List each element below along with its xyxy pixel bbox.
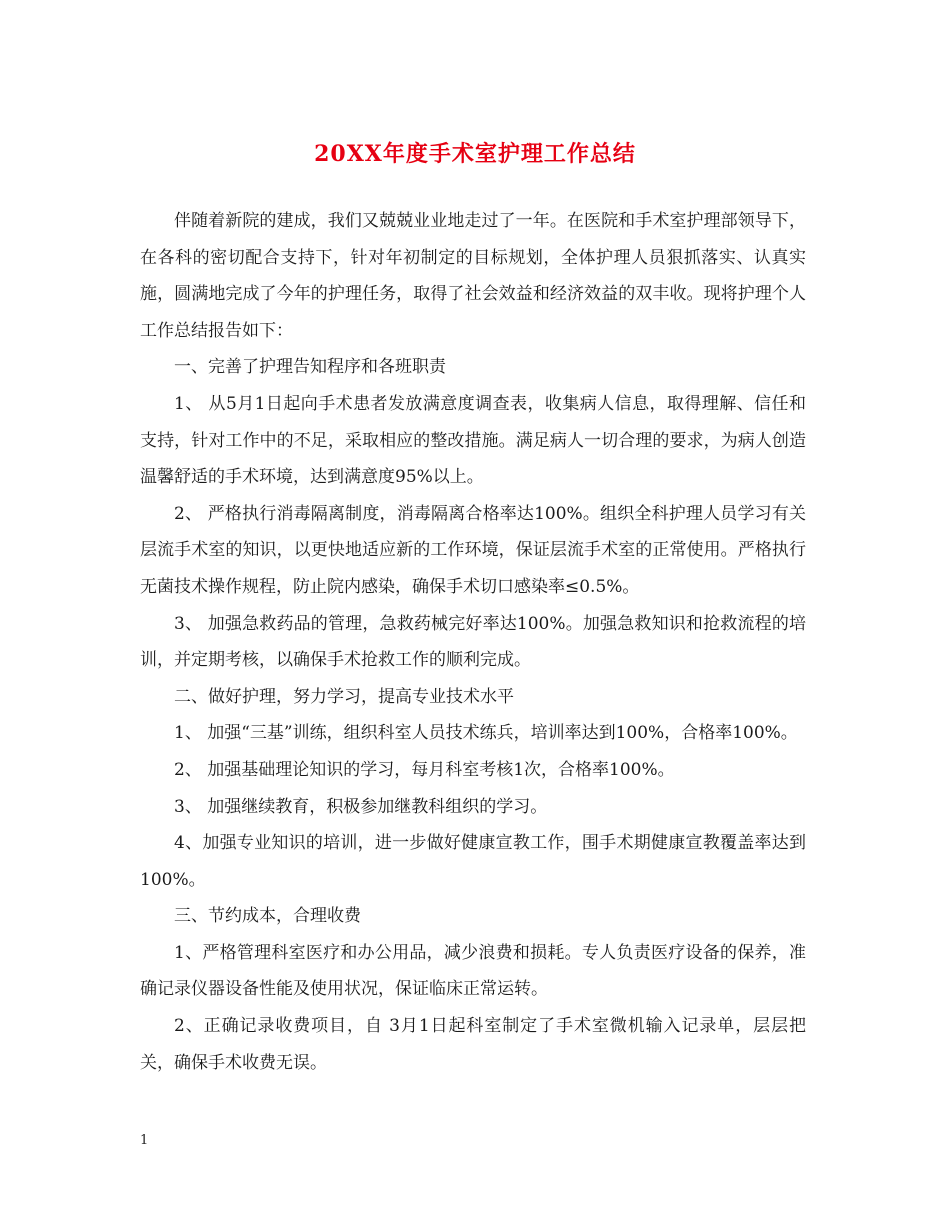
paragraph-1-1: 1、 从5月1日起向手术患者发放满意度调查表，收集病人信息，取得理解、信任和支持，针对工作中的不足，采取相应的整改措施。满足病人一切合理的要求，为病人创造温馨舒适的手术环境，达到满意度95%以上。 — [140, 393, 806, 488]
document-title: 20XX年度手术室护理工作总结 — [314, 141, 636, 167]
paragraph-3-1: 1、严格管理科室医疗和办公用品，减少浪费和损耗。专人负责医疗设备的保养，准确记录仪器设备性能及使用状况，保证临床正常运转。 — [140, 942, 806, 1000]
page-number: 1 — [140, 1133, 149, 1148]
paragraph-intro: 伴随着新院的建成，我们又兢兢业业地走过了一年。在医院和手术室护理部领导下，在各科的密切配合支持下，针对年初制定的目标规划，全体护理人员狠抓落实、认真实施，圆满地完成了今年的护理任务，取得了社会效益和经济效益的双丰收。现将护理个人工作总结报告如下： — [140, 211, 806, 341]
paragraph-2-2: 2、 加强基础理论知识的学习，每月科室考核1次，合格率100%。 — [174, 759, 675, 780]
section-heading-2: 二、做好护理，努力学习，提高专业技术水平 — [174, 686, 514, 707]
document-body — [140, 203, 806, 1081]
paragraph-2-4: 4、加强专业知识的培训，进一步做好健康宣教工作，围手术期健康宣教覆盖率达到100%。 — [140, 833, 806, 890]
paragraph-3-2: 2、正确记录收费项目，自 3月1日起科室制定了手术室微机输入记录单，层层把关，确保手术收费无误。 — [140, 1016, 806, 1073]
section-heading-1: 一、完善了护理告知程序和各班职责 — [174, 357, 446, 378]
paragraph-1-3: 3、 加强急救药品的管理，急救药械完好率达100%。加强急救知识和抢救流程的培训，并定期考核，以确保手术抢救工作的顺利完成。 — [140, 613, 806, 671]
paragraph-2-1: 1、 加强“三基”训练，组织科室人员技术练兵，培训率达到100%，合格率100%。 — [174, 723, 798, 744]
paragraph-2-3: 3、 加强继续教育，积极参加继教科组织的学习。 — [174, 796, 548, 817]
paragraph-1-2: 2、 严格执行消毒隔离制度，消毒隔离合格率达100%。组织全科护理人员学习有关层流手术室的知识，以更快地适应新的工作环境，保证层流手术室的正常使用。严格执行无菌技术操作规程，防止院内感染，确保手术切口感染率≤0.5%。 — [140, 503, 806, 597]
section-heading-3: 三、节约成本，合理收费 — [174, 906, 361, 927]
